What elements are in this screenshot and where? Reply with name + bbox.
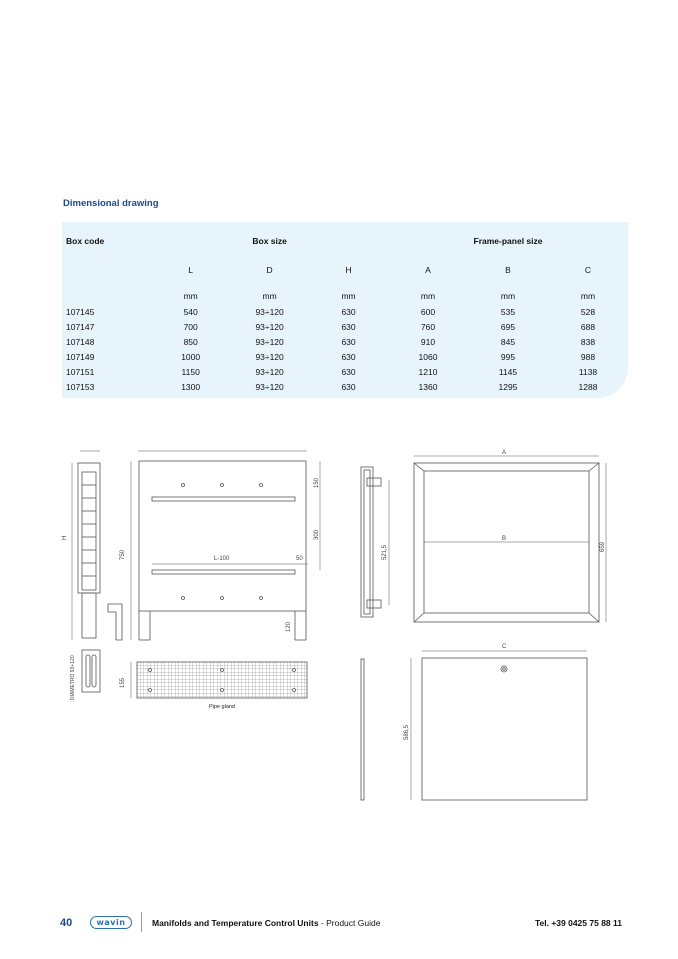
label-659: 659 <box>600 541 606 552</box>
cell: 535 <box>500 306 516 317</box>
frame-front-view <box>414 456 606 622</box>
footer-subtitle: - Product Guide <box>318 918 381 928</box>
header-box-code: Box code <box>66 235 105 246</box>
cell: 93÷120 <box>255 321 284 332</box>
cell-code: 107149 <box>66 351 95 362</box>
cell: 1150 <box>181 366 200 377</box>
cell: 1145 <box>498 366 518 377</box>
cell: 760 <box>420 321 436 332</box>
frame-side-view <box>361 467 389 617</box>
cell: 93÷120 <box>255 366 284 377</box>
cell: 988 <box>580 351 596 362</box>
cell-code: 107145 <box>66 306 95 317</box>
cell: 1000 <box>181 351 201 362</box>
header-frame-panel-size: Frame-panel size <box>473 235 543 246</box>
cell: 1210 <box>418 366 438 377</box>
cell: 995 <box>500 351 516 362</box>
label-750: 750 <box>120 549 126 560</box>
col-A: A <box>425 265 431 275</box>
unit: mm <box>183 291 198 301</box>
pipe-gland <box>131 662 307 698</box>
label-diametro: DIAMETRO 93+120 <box>70 655 76 700</box>
label-A: A <box>502 450 507 456</box>
cell: 700 <box>183 321 198 332</box>
cell: 630 <box>341 306 356 317</box>
label-pipe-gland: Pipe gland <box>209 704 235 710</box>
cell: 630 <box>341 336 356 347</box>
cell: 630 <box>341 351 356 362</box>
box-side-view <box>72 451 100 640</box>
cell: 93÷120 <box>255 351 284 362</box>
label-300: 300 <box>314 529 320 540</box>
cell: 93÷120 <box>255 306 284 317</box>
label-521-5: 521,5 <box>382 544 388 560</box>
label-120: 120 <box>286 621 292 632</box>
cell: 1060 <box>418 351 438 362</box>
unit: mm <box>500 291 516 301</box>
label-586-5: 586,5 <box>404 724 410 740</box>
cell: 540 <box>183 306 198 317</box>
cell: 630 <box>341 366 356 377</box>
unit: mm <box>262 291 277 301</box>
unit: mm <box>580 291 596 301</box>
panel-side-view <box>361 659 364 800</box>
cell: 630 <box>341 381 356 392</box>
col-H: H <box>345 265 352 275</box>
cell: 93÷120 <box>255 381 284 392</box>
cell: 1138 <box>578 366 598 377</box>
cell: 528 <box>580 306 596 317</box>
cell-code: 107151 <box>66 366 95 377</box>
label-50: 50 <box>296 556 303 562</box>
label-H: H <box>62 535 68 540</box>
side-detail <box>82 650 100 692</box>
footer-divider <box>141 912 142 932</box>
bracket-detail <box>108 604 122 640</box>
cell: 1295 <box>498 381 518 392</box>
label-155: 155 <box>120 677 126 688</box>
footer-title <box>152 918 380 928</box>
label-L-100: L-100 <box>214 556 230 562</box>
box-front-view <box>131 451 320 640</box>
cell: 1360 <box>418 381 438 392</box>
cell: 630 <box>341 321 356 332</box>
cell: 1288 <box>578 381 598 392</box>
footer-title-text: Manifolds and Temperature Control Units <box>152 918 319 928</box>
label-150: 150 <box>314 477 320 488</box>
cell: 600 <box>420 306 436 317</box>
unit: mm <box>341 291 356 301</box>
cell: 850 <box>183 336 198 347</box>
cell: 845 <box>500 336 516 347</box>
unit: mm <box>420 291 436 301</box>
label-B: B <box>502 536 507 542</box>
label-C: C <box>502 644 507 650</box>
col-C: C <box>584 265 592 275</box>
section-title: Dimensional drawing <box>63 198 159 209</box>
cell-code: 107148 <box>66 336 95 347</box>
cell: 838 <box>580 336 596 347</box>
wavin-logo: wavin <box>90 916 132 929</box>
cell-code: 107147 <box>66 321 95 332</box>
cell: 688 <box>580 321 596 332</box>
col-D: D <box>266 265 273 275</box>
col-L: L <box>188 265 194 275</box>
cell-code: 107153 <box>66 381 95 392</box>
cell: 93÷120 <box>255 336 284 347</box>
col-B: B <box>505 265 511 275</box>
cell: 695 <box>500 321 516 332</box>
panel-front-view <box>411 651 587 800</box>
cell: 1300 <box>181 381 201 392</box>
header-box-size: Box size <box>252 235 287 246</box>
page-number: 40 <box>60 917 73 929</box>
footer-telephone: Tel. +39 0425 75 88 11 <box>534 918 622 928</box>
cell: 910 <box>420 336 436 347</box>
footer <box>0 912 678 936</box>
